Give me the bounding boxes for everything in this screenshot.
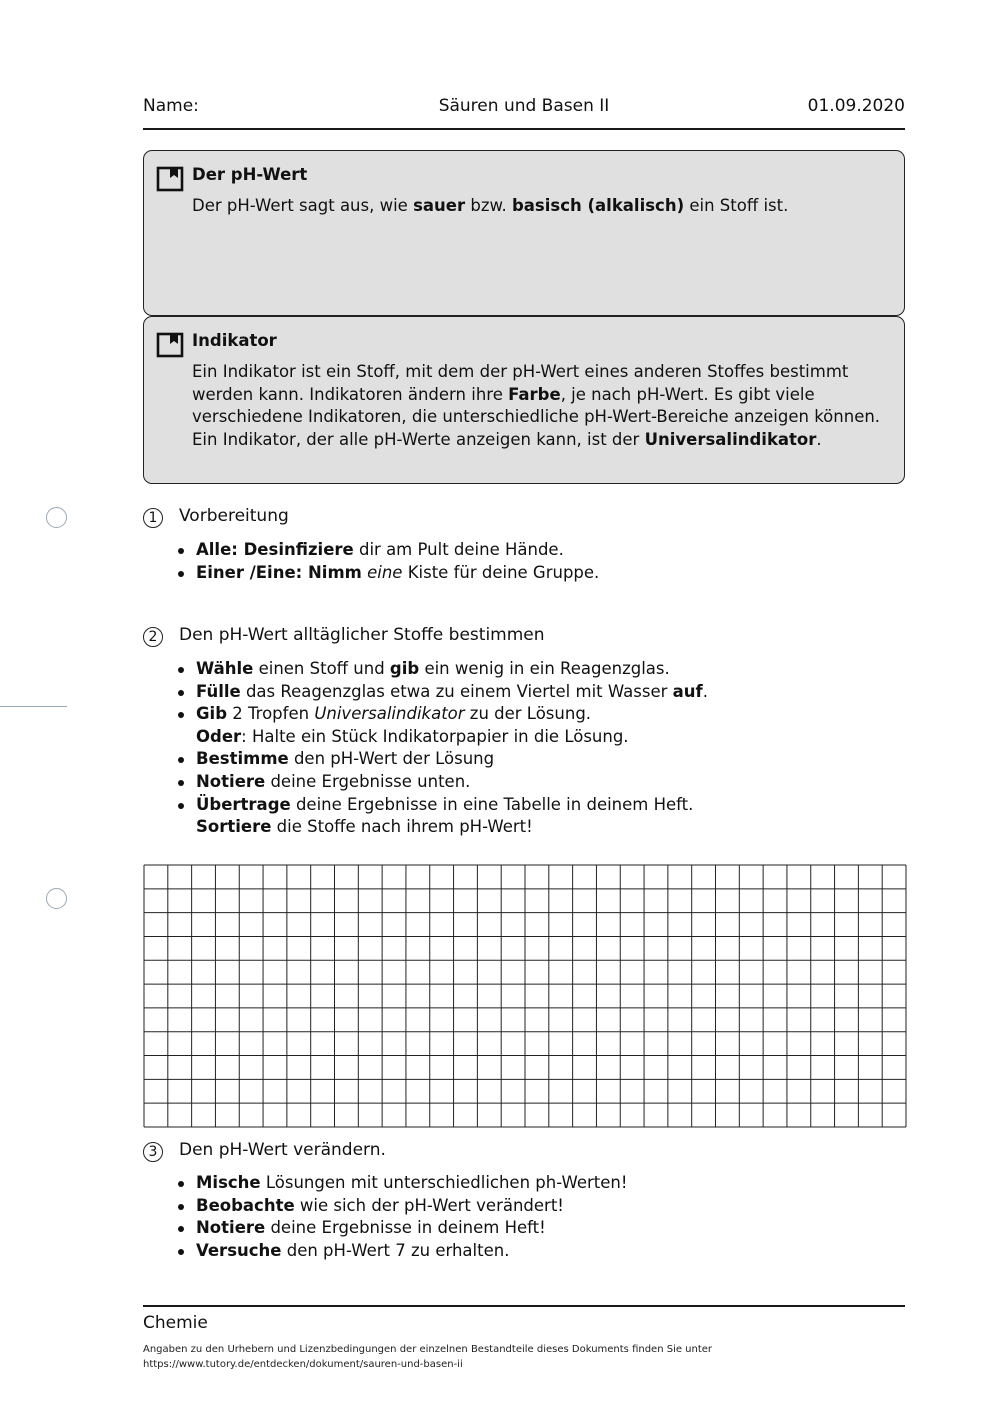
footer-license-url[interactable]: https://www.tutory.de/entdecken/dokument/sauren-und-basen-ii	[143, 1359, 463, 1370]
document-date: 01.09.2020	[807, 96, 905, 116]
text-segment: werden kann. Indikatoren ändern ihre	[192, 384, 509, 404]
list-item	[176, 703, 708, 748]
text-segment: wie sich der pH-Wert verändert!	[294, 1195, 564, 1215]
bold-text: basisch (alkalisch)	[511, 196, 685, 215]
bullet-icon	[178, 803, 184, 809]
bold-text: Bestimme	[196, 749, 289, 769]
italic-text: eine	[367, 562, 403, 582]
bold-text: Oder	[196, 726, 242, 746]
italic-text: Universalindikator	[314, 704, 465, 724]
list-item-line	[196, 748, 708, 771]
punch-hole-top	[46, 507, 67, 528]
bold-text: Universalindikator	[644, 429, 817, 449]
list-item-line	[196, 562, 599, 585]
info-box-ph-value	[143, 150, 905, 316]
text-segment: einen Stoff und	[253, 659, 390, 678]
book-icon	[156, 165, 184, 193]
list-item-line	[196, 681, 708, 704]
text-segment: deine Ergebnisse in deinem Heft!	[265, 1218, 546, 1238]
text-segment: Der pH-Wert sagt aus, wie	[192, 196, 414, 215]
text-segment: .	[702, 681, 708, 701]
bold-text: Fülle	[196, 681, 241, 701]
task-title-1: Vorbereitung	[179, 506, 289, 526]
text-segment: .	[816, 429, 822, 449]
list-item	[176, 771, 708, 794]
bullet-icon	[178, 757, 184, 763]
bold-text: auf	[672, 681, 703, 701]
list-item	[176, 1172, 627, 1195]
bullet-icon	[178, 1249, 184, 1255]
list-item	[176, 748, 708, 771]
footer-license-text: Angaben zu den Urhebern und Lizenzbedingungen der einzelnen Bestandteile dieses Dokuments finden Sie unter	[143, 1344, 713, 1355]
list-item	[176, 681, 708, 704]
text-segment: Lösungen mit unterschiedlichen ph-Werten!	[260, 1173, 628, 1192]
bold-text: sauer	[413, 196, 466, 215]
bold-text: gib	[389, 659, 420, 678]
info-box-title: Indikator	[192, 331, 277, 350]
text-segment: Ein Indikator, der alle pH-Werte anzeigen kann, ist der	[192, 429, 645, 449]
info-box-line	[192, 361, 892, 384]
text-segment: Ein Indikator ist ein Stoff, mit dem der pH-Wert eines anderen Stoffes bestimmt	[192, 362, 849, 381]
text-segment: ein wenig in ein Reagenzglas.	[419, 659, 670, 678]
list-item-line	[196, 726, 708, 749]
list-item-line	[196, 1240, 627, 1263]
text-segment: bzw.	[465, 196, 512, 215]
info-box-line	[192, 429, 892, 452]
text-segment: zu der Lösung.	[464, 704, 592, 724]
bold-text: Gib	[196, 704, 228, 724]
info-box-title: Der pH-Wert	[192, 165, 308, 184]
task-number-3: 3	[143, 1142, 163, 1162]
header-rule	[143, 128, 905, 130]
task-number-2: 2	[143, 627, 163, 647]
bold-text: Einer /Eine: Nimm	[196, 562, 362, 582]
list-item	[176, 1217, 627, 1240]
bullet-icon	[178, 1226, 184, 1232]
bold-text: Versuche	[196, 1240, 282, 1260]
list-item-line	[196, 771, 708, 794]
bullet-icon	[178, 571, 184, 577]
task-list-3	[176, 1172, 627, 1262]
list-item-line	[196, 703, 708, 726]
text-segment: Kiste für deine Gruppe.	[402, 562, 600, 582]
list-item-line	[196, 658, 708, 681]
bold-text: Notiere	[196, 771, 266, 791]
text-segment: dir am Pult deine Hände.	[353, 540, 564, 559]
text-segment: ein Stoff ist.	[684, 196, 789, 215]
list-item-line	[196, 1172, 627, 1195]
info-box-body	[192, 195, 892, 218]
text-segment: deine Ergebnisse in eine Tabelle in deinem Heft.	[290, 794, 694, 814]
bold-text: Alle: Desinfiziere	[196, 540, 354, 559]
text-segment: das Reagenzglas etwa zu einem Viertel mit Wasser	[240, 681, 673, 701]
book-icon	[156, 331, 184, 359]
task-title-2: Den pH-Wert alltäglicher Stoffe bestimmen	[179, 625, 545, 645]
bullet-icon	[178, 548, 184, 554]
list-item	[176, 1240, 627, 1263]
punch-hole-bottom	[46, 888, 67, 909]
bullet-icon	[178, 712, 184, 718]
bold-text: Beobachte	[196, 1195, 295, 1215]
list-item	[176, 1195, 627, 1218]
text-segment: : Halte ein Stück Indikatorpapier in die Lösung.	[241, 726, 629, 746]
list-item	[176, 562, 599, 585]
list-item-line	[196, 1217, 627, 1240]
bold-text: Wähle	[196, 659, 254, 678]
bullet-icon	[178, 690, 184, 696]
text-segment: , je nach pH-Wert. Es gibt viele	[560, 384, 815, 404]
bold-text: Übertrage	[196, 794, 291, 814]
text-segment: 2 Tropfen	[227, 704, 315, 724]
bullet-icon	[178, 1204, 184, 1210]
bold-text: Notiere	[196, 1218, 266, 1238]
task-number-1: 1	[143, 508, 163, 528]
text-segment: deine Ergebnisse unten.	[265, 771, 471, 791]
grid-lines	[143, 864, 907, 1128]
text-segment: die Stoffe nach ihrem pH-Wert!	[271, 817, 533, 837]
bold-text: Sortiere	[196, 817, 272, 837]
list-item-line	[196, 794, 708, 817]
name-label: Name:	[143, 96, 199, 116]
info-box-indicator	[143, 316, 905, 484]
info-box-line	[192, 384, 892, 407]
answer-grid[interactable]	[143, 864, 907, 1132]
text-segment: verschiedene Indikatoren, die unterschiedliche pH-Wert-Bereiche anzeigen können.	[192, 407, 881, 427]
bullet-icon	[178, 780, 184, 786]
list-item	[176, 794, 708, 839]
task-title-3: Den pH-Wert verändern.	[179, 1140, 386, 1160]
document-title: Säuren und Basen II	[438, 96, 610, 116]
list-item-line	[196, 1195, 627, 1218]
info-box-line	[192, 406, 892, 429]
bold-text: Mische	[196, 1173, 261, 1192]
bullet-icon	[178, 1181, 184, 1187]
bullet-icon	[178, 667, 184, 673]
footer-rule	[143, 1305, 905, 1307]
task-list-2	[176, 658, 708, 839]
footer-subject: Chemie	[143, 1313, 208, 1333]
list-item	[176, 539, 599, 562]
text-segment: den pH-Wert der Lösung	[288, 749, 495, 769]
text-segment: den pH-Wert 7 zu erhalten.	[281, 1240, 510, 1260]
list-item-line	[196, 816, 708, 839]
bold-text: Farbe	[508, 384, 561, 404]
list-item-line	[196, 539, 599, 562]
info-box-line	[192, 195, 892, 218]
fold-mark	[0, 706, 67, 707]
list-item	[176, 658, 708, 681]
task-list-1	[176, 539, 599, 584]
info-box-body	[192, 361, 892, 451]
